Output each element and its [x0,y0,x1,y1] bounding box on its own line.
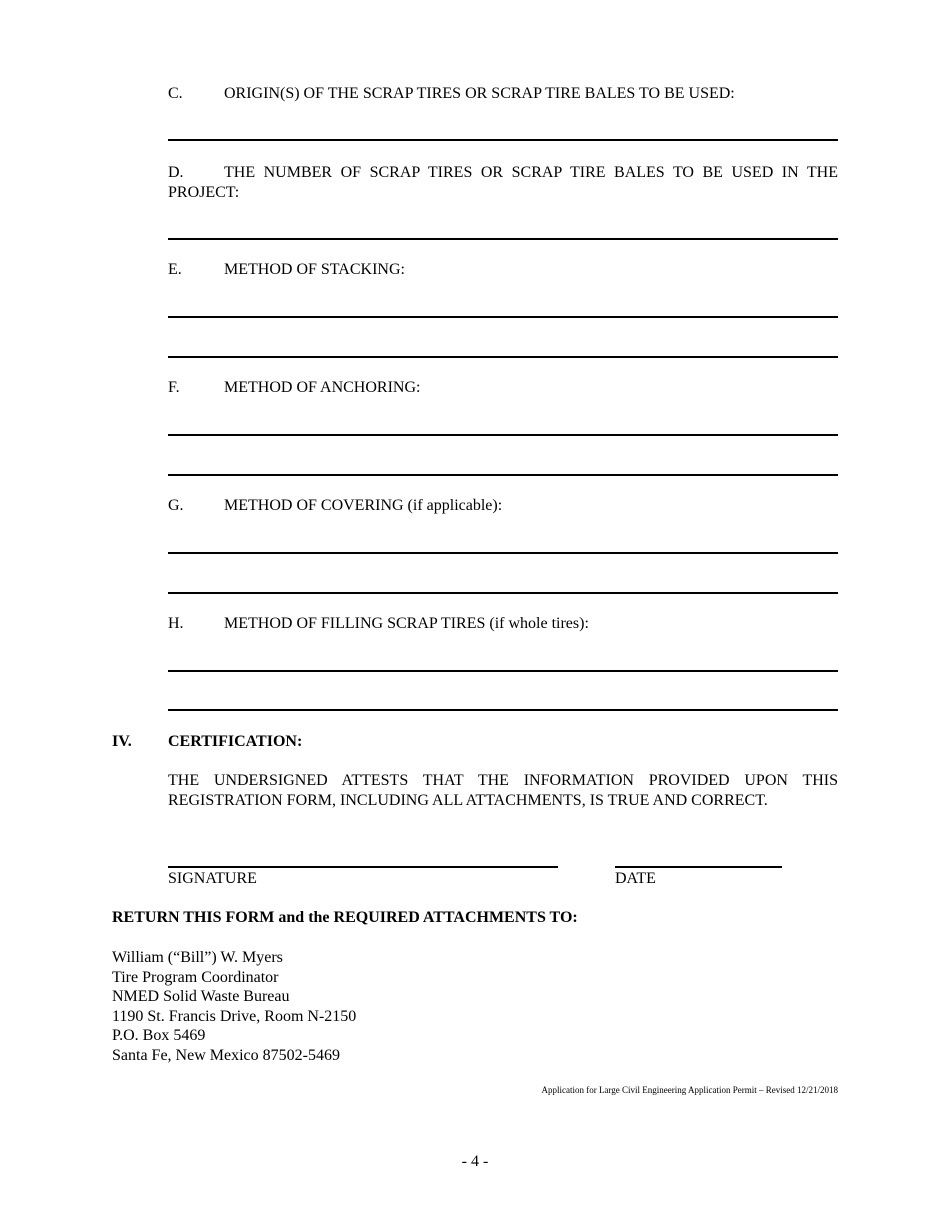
section-c-letter: C. [168,85,183,102]
section-f-label [168,379,420,397]
section-d-answer-line[interactable] [168,238,838,240]
address-line: 1190 St. Francis Drive, Room N-2150 [112,1007,357,1025]
date-label: DATE [615,870,656,887]
section-g-label [168,497,502,515]
section-f-answer-line-1[interactable] [168,434,838,436]
section-c-label [168,85,735,103]
return-address [112,948,356,1066]
section-g-text: METHOD OF COVERING (if applicable): [224,497,503,514]
certification-heading: CERTIFICATION: [168,733,303,750]
address-line: Santa Fe, New Mexico 87502-5469 [112,1046,340,1064]
section-h-answer-line-1[interactable] [168,670,838,672]
date-line[interactable] [615,866,782,868]
section-e-text: METHOD OF STACKING: [224,261,405,278]
signature-label: SIGNATURE [168,870,257,887]
address-line: NMED Solid Waste Bureau [112,988,290,1006]
page-number: - 4 - [461,1153,489,1170]
section-e-label [168,261,405,279]
section-g-answer-line-2[interactable] [168,592,838,594]
section-h-answer-line-2[interactable] [168,709,838,711]
section-h-text: METHOD OF FILLING SCRAP TIRES (if whole tires): [224,615,589,632]
section-g-answer-line-1[interactable] [168,552,838,554]
revision-footer-note: Application for Large Civil Engineering Application Permit – Revised 12/21/2018 [541,1085,838,1095]
section-c-text: ORIGIN(S) OF THE SCRAP TIRES OR SCRAP TIRE BALES TO BE USED: [224,85,735,102]
section-f-answer-line-2[interactable] [168,474,838,476]
certification-statement: THE UNDERSIGNED ATTESTS THAT THE INFORMATION PROVIDED UPON THIS REGISTRATION FORM, INCLUDING ALL ATTACHMENTS, IS TRUE AND CORRECT. [168,772,838,809]
address-line: P.O. Box 5469 [112,1027,206,1045]
section-e-letter: E. [168,261,182,278]
section-h-label [168,615,589,633]
signature-line[interactable] [168,866,558,868]
address-line: William (“Bill”) W. Myers [112,949,283,966]
section-e-answer-line-1[interactable] [168,316,838,318]
section-d-letter: D. [168,164,184,181]
certification-number: IV. [112,733,132,750]
section-f-letter: F. [168,379,180,396]
address-line: Tire Program Coordinator [112,968,279,986]
section-d-text: THE NUMBER OF SCRAP TIRES OR SCRAP TIRE BALES TO BE USED IN THE PROJECT: [168,164,838,201]
section-d-label [168,163,838,203]
section-e-answer-line-2[interactable] [168,356,838,358]
section-g-letter: G. [168,497,184,514]
section-f-text: METHOD OF ANCHORING: [224,379,421,396]
section-c-answer-line[interactable] [168,139,838,141]
section-h-letter: H. [168,615,184,632]
return-heading: RETURN THIS FORM and the REQUIRED ATTACHMENTS TO: [112,909,578,926]
